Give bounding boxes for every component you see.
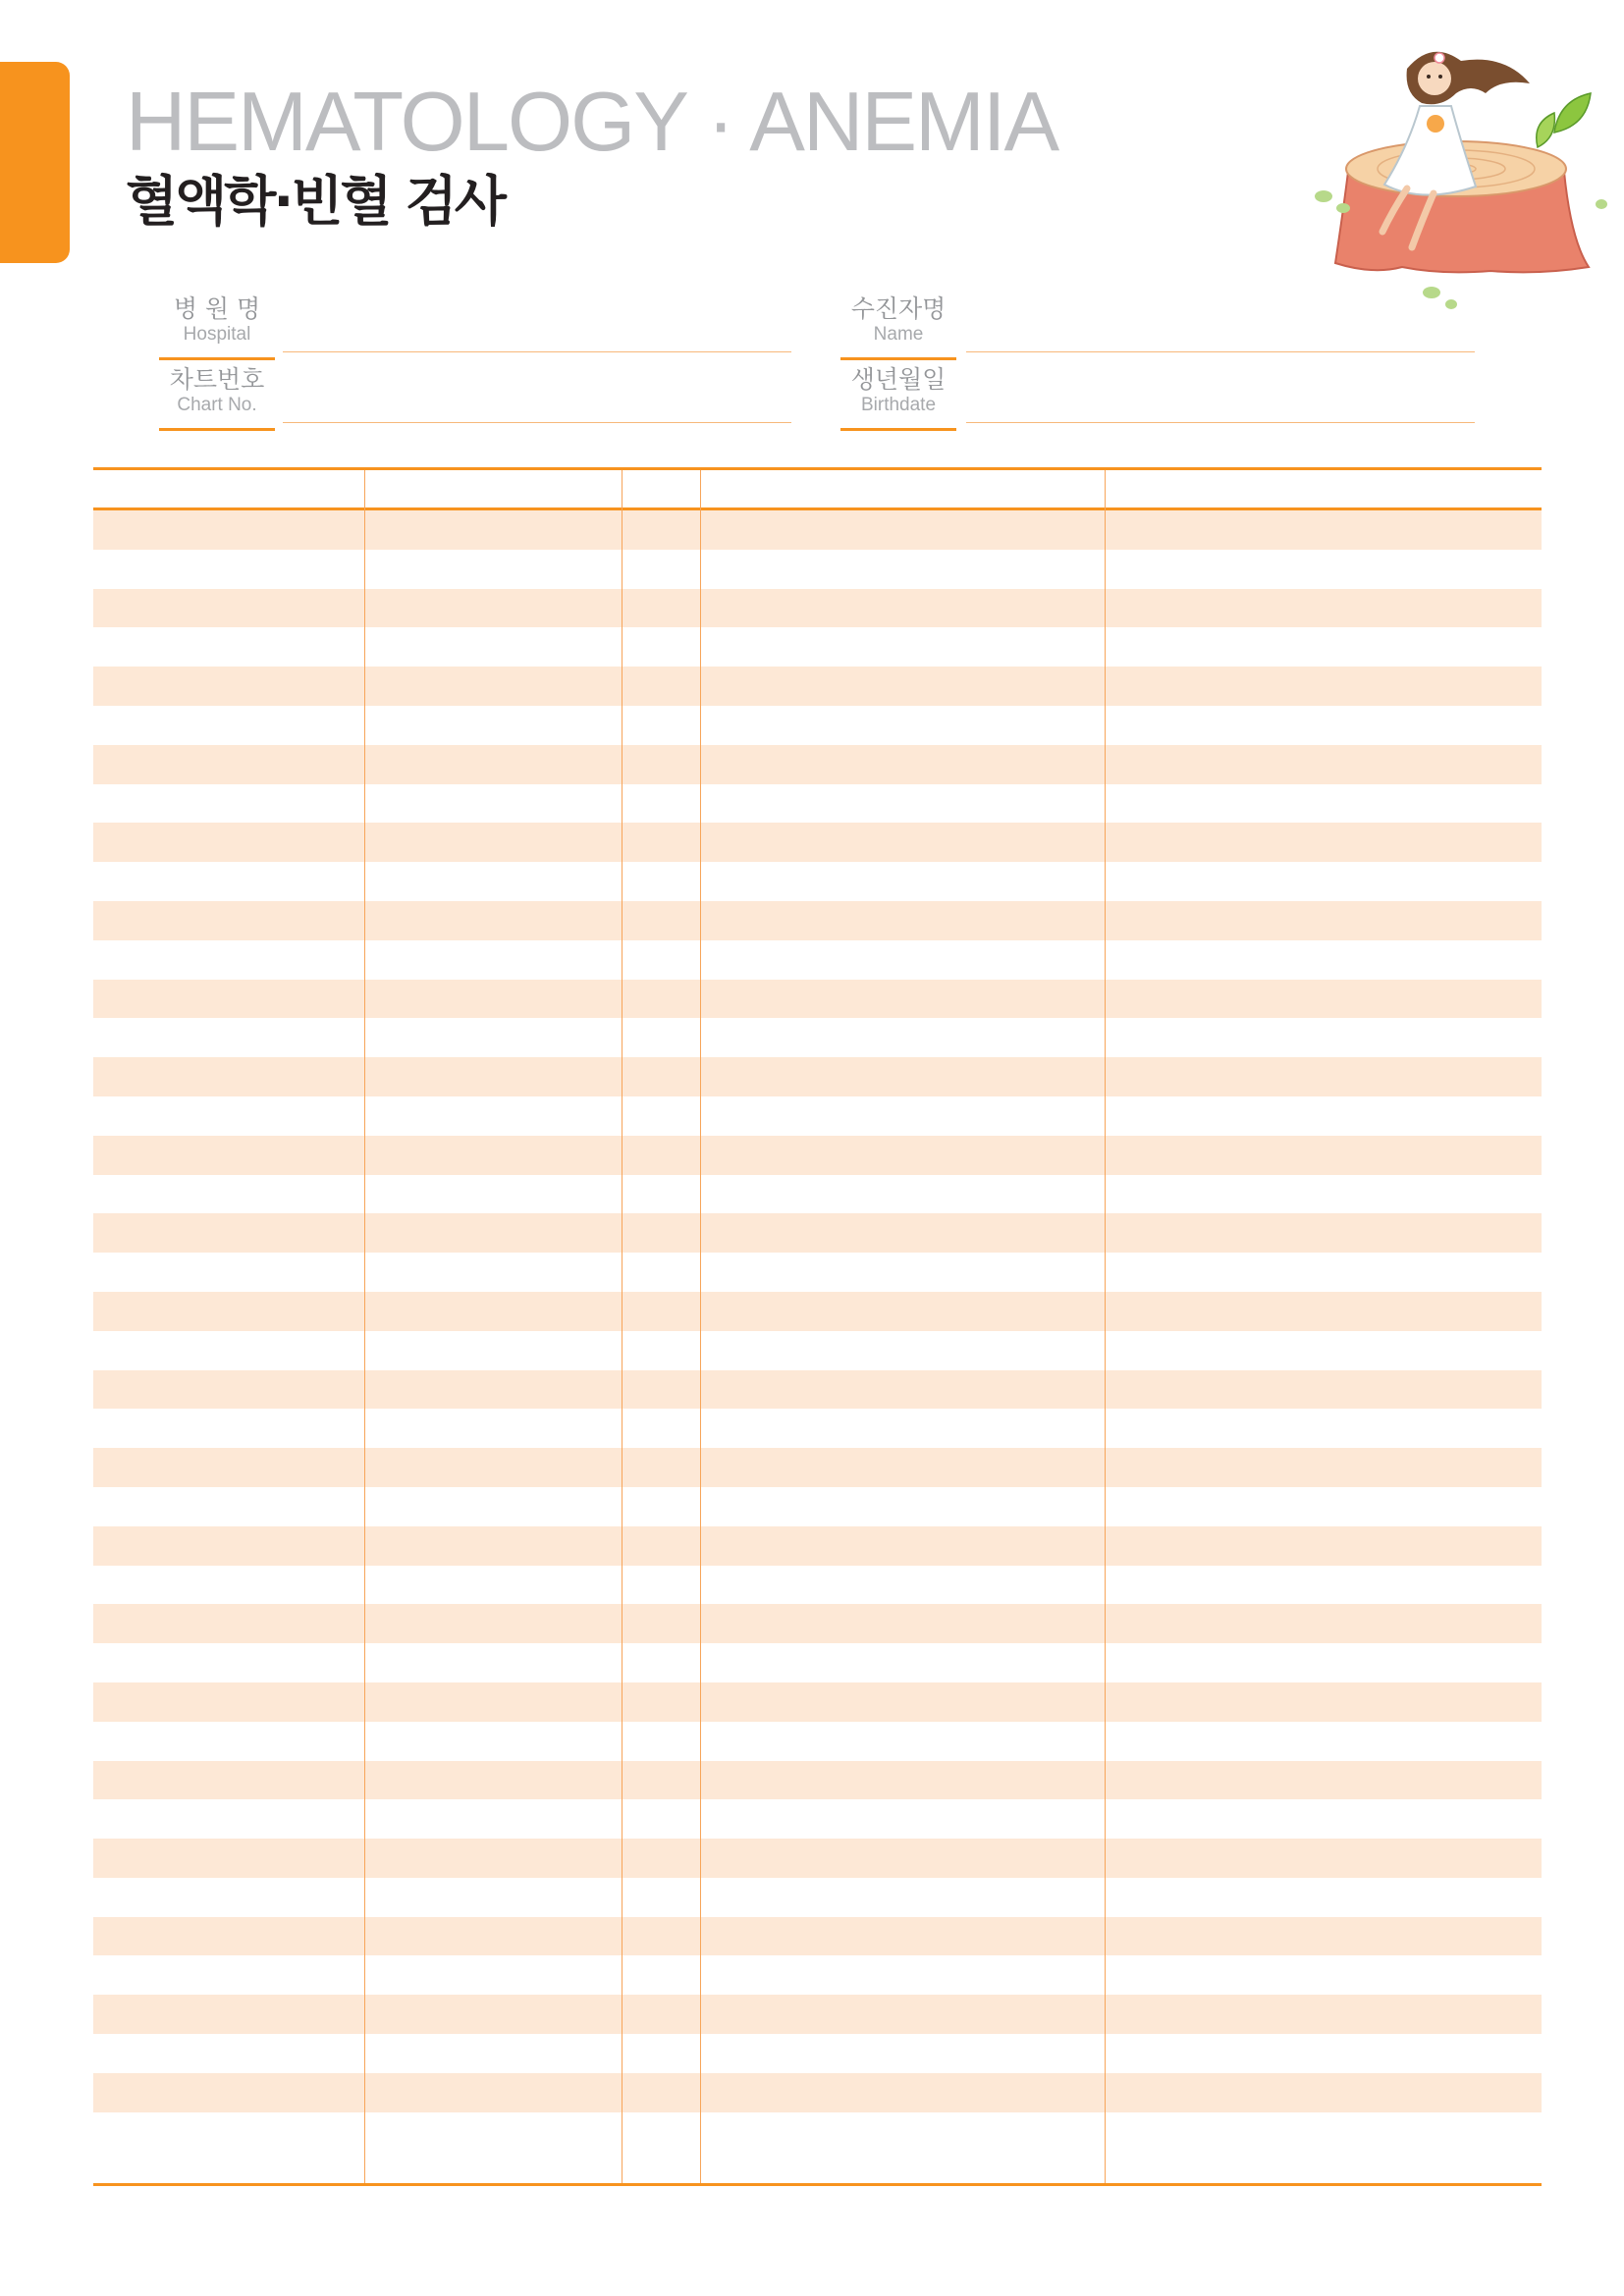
chart-no-field[interactable] (283, 422, 791, 423)
hospital-label-ko: 병 원 명 (173, 294, 261, 323)
birthdate-label (840, 361, 956, 431)
table-row[interactable] (93, 589, 1542, 628)
table-row[interactable] (93, 784, 1542, 824)
table-row[interactable] (93, 510, 1542, 550)
table-row[interactable] (93, 1566, 1542, 1605)
name-label (840, 291, 956, 360)
column-divider (1105, 470, 1106, 2183)
title-korean: 혈액학·빈혈 검사 (126, 170, 504, 233)
table-row[interactable] (93, 1604, 1542, 1643)
table-body (93, 510, 1542, 2151)
hospital-label (159, 291, 275, 360)
table-row[interactable] (93, 901, 1542, 940)
table-row[interactable] (93, 1213, 1542, 1253)
table-row[interactable] (93, 940, 1542, 980)
table-row[interactable] (93, 1878, 1542, 1917)
girl-on-tree-stump-illustration (1314, 39, 1608, 319)
table-header-row (93, 470, 1542, 510)
table-row[interactable] (93, 2112, 1542, 2152)
table-row[interactable] (93, 1136, 1542, 1175)
table-row[interactable] (93, 1722, 1542, 1761)
title-english: HEMATOLOGY · ANEMIA (126, 76, 1058, 169)
table-row[interactable] (93, 1487, 1542, 1526)
table-row[interactable] (93, 1955, 1542, 1995)
hospital-field[interactable] (283, 351, 791, 352)
table-row[interactable] (93, 1370, 1542, 1410)
table-row[interactable] (93, 1761, 1542, 1800)
name-label-ko: 수진자명 (850, 294, 947, 323)
column-divider (622, 470, 623, 2183)
table-row[interactable] (93, 1995, 1542, 2034)
table-row[interactable] (93, 823, 1542, 862)
column-divider (700, 470, 701, 2183)
table-row[interactable] (93, 1643, 1542, 1682)
table-row[interactable] (93, 627, 1542, 667)
chart-no-label (159, 361, 275, 431)
table-row[interactable] (93, 2034, 1542, 2073)
table-row[interactable] (93, 1331, 1542, 1370)
table-row[interactable] (93, 1526, 1542, 1566)
table-row[interactable] (93, 1448, 1542, 1487)
birthdate-field[interactable] (966, 422, 1475, 423)
table-row[interactable] (93, 1799, 1542, 1839)
table-row[interactable] (93, 706, 1542, 745)
table-row[interactable] (93, 1839, 1542, 1878)
table-row[interactable] (93, 1018, 1542, 1057)
table-row[interactable] (93, 1253, 1542, 1292)
table-row[interactable] (93, 1409, 1542, 1448)
birthdate-label-en: Birthdate (860, 395, 937, 415)
chart-no-label-en: Chart No. (177, 395, 257, 415)
table-row[interactable] (93, 862, 1542, 901)
chart-no-label-ko: 차트번호 (169, 365, 265, 394)
results-table (93, 467, 1542, 2186)
table-row[interactable] (93, 1175, 1542, 1214)
table-row[interactable] (93, 2073, 1542, 2112)
name-field[interactable] (966, 351, 1475, 352)
table-row[interactable] (93, 1096, 1542, 1136)
column-divider (364, 470, 365, 2183)
birthdate-label-ko: 생년월일 (850, 365, 947, 394)
table-row[interactable] (93, 1057, 1542, 1096)
table-row[interactable] (93, 745, 1542, 784)
table-row[interactable] (93, 667, 1542, 706)
table-row[interactable] (93, 1917, 1542, 1956)
table-row[interactable] (93, 550, 1542, 589)
table-row[interactable] (93, 1292, 1542, 1331)
table-row[interactable] (93, 1682, 1542, 1722)
name-label-en: Name (873, 324, 924, 345)
side-tab-marker (0, 62, 70, 263)
table-row[interactable] (93, 980, 1542, 1019)
hospital-label-en: Hospital (183, 324, 251, 345)
